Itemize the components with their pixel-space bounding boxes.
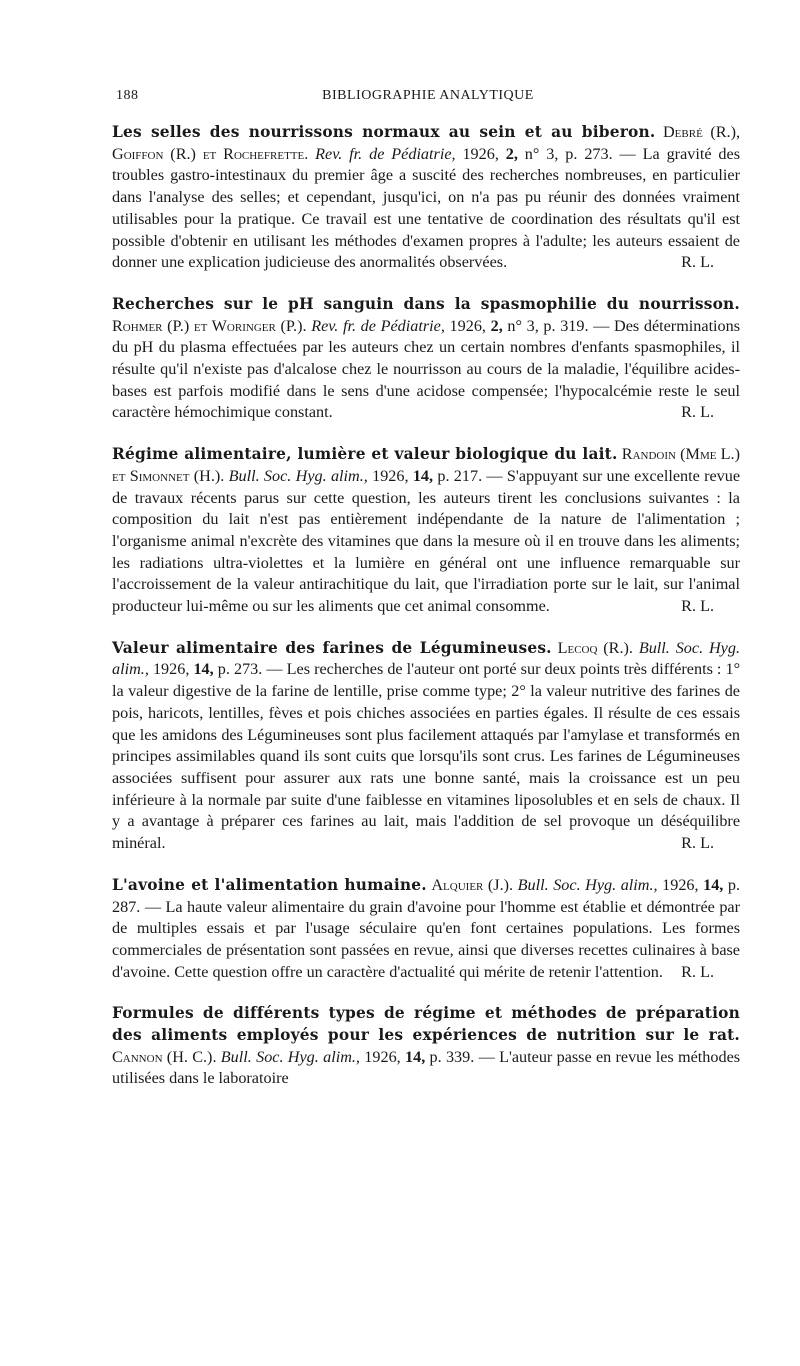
entry-year: 1926, [462, 144, 499, 163]
entry-pages: p. 217. [437, 466, 483, 485]
abstract-entry [112, 294, 740, 424]
entry-year: 1926, [372, 466, 409, 485]
entry-signature: R. L. [681, 403, 714, 422]
entry-title: Formules de différents types de régime et méthodes de préparation des aliments employés pour les expériences de nutrition sur le rat. [112, 1004, 740, 1045]
entry-authors: Lecoq (R.). [557, 638, 633, 657]
entry-signature: R. L. [681, 962, 714, 981]
abstract-entry [112, 444, 740, 618]
entry-year: 1926, [449, 316, 486, 335]
page-number: 188 [116, 88, 139, 103]
entry-title: Valeur alimentaire des farines de Légumineuses. [112, 638, 552, 657]
entry-authors: Randoin (Mme L.) et Simonnet (H.). [112, 445, 740, 485]
entry-signature: R. L. [681, 834, 714, 853]
entry-title: Les selles des nourrissons normaux au sein et au biberon. [112, 123, 656, 141]
entry-journal: Bull. Soc. Hyg. alim., [228, 466, 368, 485]
entry-text: — S'appuyant sur une excellente revue de travaux récents parus sur cette question, les auteurs tirent les conclusions suivantes : la composition du lait n'est pas entièrement indépendante de la nature de l'alimentation ; l'organisme animal n'excrète des vitamines que dans la mesure où il en trouve dans les aliments; les radiations ultra-violettes et la lumière en général ont une influence remarquable sur l'accroissement de la valeur antirachitique du lait, que l'irradiation porte sur le lait, sur l'animal producteur lui-même ou sur les aliments que cet animal consomme. [112, 466, 741, 616]
entry-journal: Bull. Soc. Hyg. alim., [517, 875, 658, 894]
entry-signature: R. L. [681, 597, 714, 616]
entry-volume: 14, [703, 875, 724, 894]
running-head [116, 88, 740, 108]
entry-pages: n° 3, p. 319. [507, 316, 589, 335]
entry-journal: Bull. Soc. Hyg. alim., [220, 1047, 360, 1066]
entry-text: — Les recherches de l'auteur ont porté sur deux points très différents : 1° la valeur digestive de la farine de lentille, prise comme type; 2° la valeur nutritive des farines de pois, haricots, lentilles, fèves et pois chiches associées en parties égales. Il résulte de ces essais que les amidons des Légumineuses sont plus facilement attaqués par l'amylase et transformés en principes assimilables quand ils sont cuits que lorsqu'ils sont crus. Les farines de Légumineuses associées suffisent pour assurer aux rats une bonne santé, mais la croissance est un peu inférieure à la normale par suite d'une faiblesse en vitamines liposolubles et en sels de chaux. Il y a avantage à préparer ces farines au lait, mais l'addition de sel provoque un déséquilibre minéral. [112, 660, 741, 853]
entry-pages: n° 3, p. 273. [524, 144, 613, 163]
abstract-entry [112, 875, 740, 984]
abstract-entry [112, 122, 740, 274]
entry-title: Régime alimentaire, lumière et valeur biologique du lait. [112, 445, 618, 464]
entry-authors: Cannon (H. C.). [112, 1047, 217, 1066]
entry-volume: 14, [193, 660, 214, 679]
entry-pages: p. 273. [217, 660, 263, 679]
entry-year: 1926, [364, 1047, 401, 1066]
entry-signature: R. L. [681, 253, 714, 272]
entry-authors: Rohmer (P.) et Woringer (P.). [112, 316, 307, 335]
entry-title: L'avoine et l'alimentation humaine. [112, 875, 427, 894]
entry-journal: Rev. fr. de Pédiatrie, [315, 144, 456, 163]
entry-text: — La haute valeur alimentaire du grain d'avoine pour l'homme est établie et démontrée par de multiples essais et par l'usage séculaire qu'en font certaines populations. Les formes commerciales de présentation sont passées en revue, ainsi que diverses recettes culinaires à base d'avoine. Cette question offre un caractère d'actualité qui mérite de retenir l'attention. [112, 897, 741, 981]
entry-year: 1926, [662, 875, 699, 894]
entry-year: 1926, [152, 660, 190, 679]
abstract-entry [112, 1003, 740, 1090]
entry-text: — Des déterminations du pH du plasma effectuées par les auteurs chez un certain nombres d'enfants spasmophiles, il résulte qu'il n'existe pas d'alcalose chez le nourrisson au cours de la maladie, l'équilibre acides-bases est parfois modifié dans le sens d'une acidose compensée; l'hypocalcémie reste le seul caractère hémochimique constant. [112, 316, 741, 422]
entry-volume: 14, [405, 1047, 426, 1066]
entry-authors: Debré (R.), Goiffon (R.) et Rochefrette. [112, 123, 741, 163]
entry-volume: 14, [412, 466, 434, 485]
entry-volume: 2, [505, 144, 518, 163]
entry-pages: p. 339. [429, 1047, 475, 1066]
entry-journal: Bull. Soc. Hyg. alim., [112, 638, 740, 679]
entry-title: Recherches sur le pH sanguin dans la spasmophilie du nourrisson. [112, 294, 740, 313]
entry-text: — La gravité des troubles gastro-intestinaux du premier âge a suscité des recherches nombreuses, en particulier dans l'analyse des selles; et cependant, jusqu'ici, on n'a pas pu réunir des données vraiment utilisables pour la pratique. Ce travail est une tentative de coordination des résultats qu'il est possible d'obtenir en utilisant les méthodes d'examen propres à l'adulte; les auteurs essaient de donner une explication judicieuse des anormalités observées. [112, 144, 740, 272]
entry-volume: 2, [490, 316, 503, 335]
entry-pages: p. 287. [112, 875, 741, 916]
abstract-entry [112, 638, 740, 855]
entry-authors: Alquier (J.). [431, 875, 514, 894]
abstracts-column [112, 122, 740, 1110]
entry-journal: Rev. fr. de Pédiatrie, [311, 316, 445, 335]
running-title: BIBLIOGRAPHIE ANALYTIQUE [322, 88, 534, 103]
entry-text: — L'auteur passe en revue les méthodes utilisées dans le laboratoire [112, 1047, 741, 1088]
